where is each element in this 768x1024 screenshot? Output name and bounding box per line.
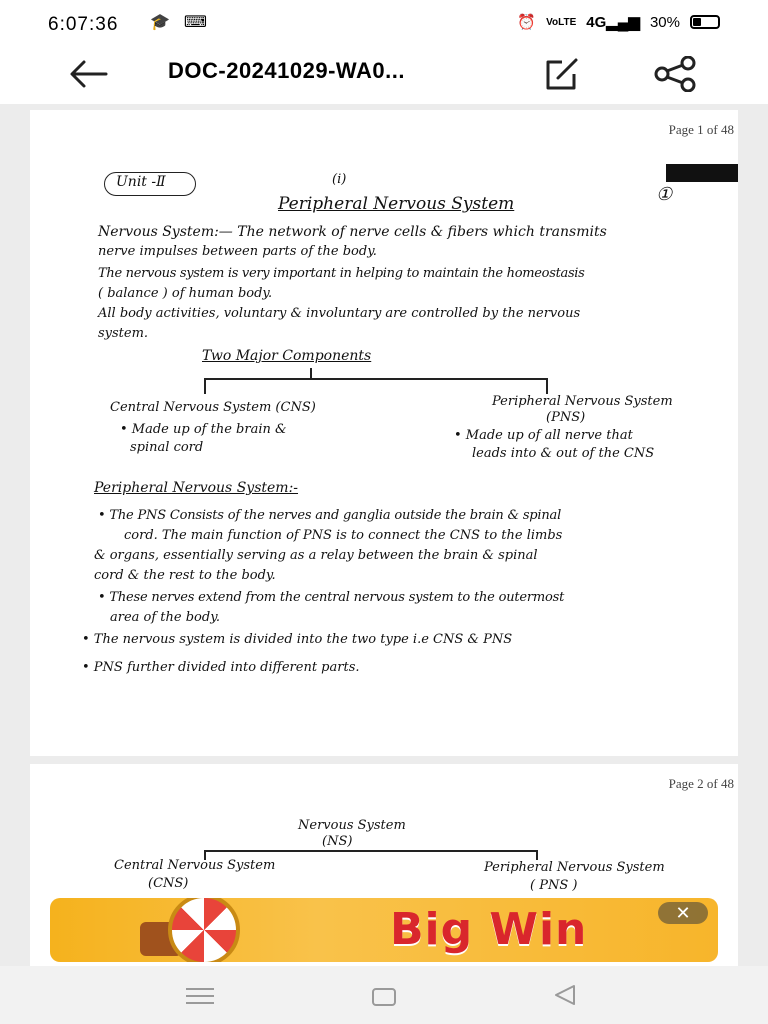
bullet1-line3: & organs, essentially serving as a relay between the brain & spinal xyxy=(94,548,538,563)
para3-line2: system. xyxy=(98,326,149,341)
bullet1-line2: cord. The main function of PNS is to connect the CNS to the limbs xyxy=(124,528,563,543)
system-nav-bar xyxy=(0,966,768,1024)
root-node-line2: (NS) xyxy=(322,834,353,849)
pns-note-line2: leads into & out of the CNS xyxy=(472,446,655,461)
pns-heading: Peripheral Nervous System:- xyxy=(94,480,299,496)
alarm-icon: ⏰ xyxy=(517,14,537,31)
para1-line1: Nervous System:— The network of nerve cells & fibers which transmits xyxy=(98,224,607,240)
tree-branch xyxy=(204,850,538,852)
home-icon[interactable] xyxy=(372,988,396,1006)
pns-node-line2: ( PNS ) xyxy=(530,878,578,893)
document-viewer[interactable] xyxy=(0,104,768,966)
bullet2-line1: • These nerves extend from the central nervous system to the outermost xyxy=(98,590,565,605)
para1-line2: nerve impulses between parts of the body. xyxy=(98,244,377,259)
battery-icon xyxy=(690,15,720,29)
4g-signal-icon: 4G▂▄▆ xyxy=(586,14,640,31)
para2-line1: The nervous system is very important in helping to maintain the homeostasis xyxy=(98,266,585,281)
bullet1-line1: • The PNS Consists of the nerves and ganglia outside the brain & spinal xyxy=(98,508,562,523)
share-icon[interactable] xyxy=(652,56,700,92)
status-bar xyxy=(0,0,768,44)
bullet3: • The nervous system is divided into the two type i.e CNS & PNS xyxy=(82,632,513,647)
back-arrow-icon[interactable] xyxy=(66,56,114,92)
tree-left-arrow xyxy=(204,378,206,394)
scan-edge xyxy=(666,164,738,182)
bullet1-line4: cord & the rest to the body. xyxy=(94,568,276,583)
back-triangle-icon[interactable] xyxy=(552,984,578,1006)
pns-label-line1: Peripheral Nervous System xyxy=(492,394,673,409)
document-title: DOC-20241029-WA0... xyxy=(168,58,405,83)
para2-line2: ( balance ) of human body. xyxy=(98,286,273,301)
ad-headline: Big Win xyxy=(390,904,588,955)
status-left-icons xyxy=(150,12,207,32)
status-right xyxy=(517,13,720,31)
app-toolbar xyxy=(0,44,768,104)
tree-stem xyxy=(310,368,312,378)
status-time: 6:07:36 xyxy=(48,14,119,35)
page-number-label: Page 1 of 48 xyxy=(668,122,734,137)
document-page-1 xyxy=(30,110,738,756)
root-node-line1: Nervous System xyxy=(298,818,406,833)
tree-right-arrow xyxy=(536,850,538,860)
edit-icon[interactable] xyxy=(542,56,582,92)
volte-icon: VoLTE xyxy=(546,16,577,28)
para3-line1: All body activities, voluntary & involuntary are controlled by the nervous xyxy=(98,306,581,321)
page-heading: Peripheral Nervous System xyxy=(278,194,515,214)
tree-right-arrow xyxy=(546,378,548,394)
components-label: Two Major Components xyxy=(202,348,372,364)
pns-node-line1: Peripheral Nervous System xyxy=(484,860,665,875)
bullet4: • PNS further divided into different parts. xyxy=(82,660,360,675)
unit-label: Unit -Ⅱ xyxy=(116,174,166,190)
battery-percent: 30% xyxy=(649,13,680,31)
page-number-label: Page 2 of 48 xyxy=(668,776,734,791)
prize-wheel-icon xyxy=(168,898,240,962)
graduation-cap-icon: 🎓 xyxy=(150,14,170,31)
close-icon[interactable]: ✕ xyxy=(658,902,708,924)
keyboard-icon: ⌨ xyxy=(183,14,208,31)
circled-number: ① xyxy=(656,184,673,205)
pns-note-line1: • Made up of all nerve that xyxy=(454,428,633,443)
cns-node-line1: Central Nervous System xyxy=(114,858,276,873)
cns-note-line2: spinal cord xyxy=(130,440,204,455)
cns-label: Central Nervous System (CNS) xyxy=(110,400,316,415)
pns-label-line2: (PNS) xyxy=(546,410,586,425)
bullet2-line2: area of the body. xyxy=(110,610,220,625)
cns-node-line2: (CNS) xyxy=(148,876,189,891)
menu-icon[interactable] xyxy=(186,988,214,1009)
cns-note-line1: • Made up of the brain & xyxy=(120,422,287,437)
ad-banner[interactable] xyxy=(50,898,718,962)
tree-branch xyxy=(204,378,548,380)
page-mark: (i) xyxy=(332,172,347,187)
